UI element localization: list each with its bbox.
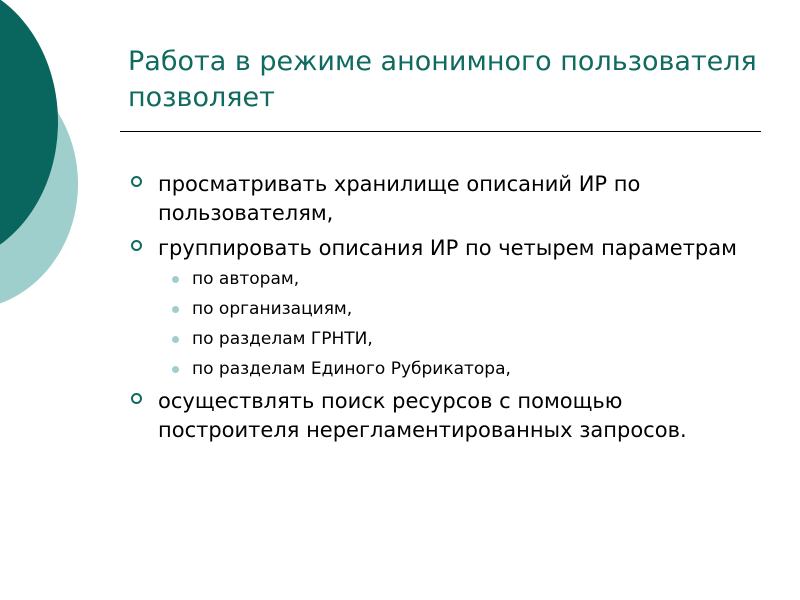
bullet-list (128, 170, 768, 445)
list-item (128, 170, 768, 228)
sub-list-item (158, 267, 768, 291)
dot-bullet-icon (172, 366, 179, 373)
list-item-text: осуществлять поиск ресурсов с помощью построителя нерегламентированных запросов. (158, 389, 687, 442)
list-item (128, 234, 768, 381)
slide-content (128, 170, 768, 451)
sub-list-item (158, 327, 768, 351)
sub-list-item-text: по авторам, (192, 269, 300, 289)
sub-list-item (158, 297, 768, 321)
ring-bullet-icon (131, 393, 142, 404)
sub-list-item-text: по организациям, (192, 299, 353, 319)
dot-bullet-icon (172, 306, 179, 313)
slide-title: Работа в режиме анонимного пользователя позволяет (128, 46, 757, 113)
list-item-text: группировать описания ИР по четырем параметрам (158, 236, 737, 260)
title-divider (120, 131, 761, 132)
list-item (128, 387, 768, 445)
dot-bullet-icon (172, 336, 179, 343)
ring-bullet-icon (131, 176, 142, 187)
sub-bullet-list (158, 267, 768, 381)
sub-list-item-text: по разделам Единого Рубрикатора, (192, 359, 511, 379)
sub-list-item-text: по разделам ГРНТИ, (192, 329, 373, 349)
sub-list-item (158, 357, 768, 381)
dot-bullet-icon (172, 276, 179, 283)
list-item-text: просматривать хранилище описаний ИР по пользователям, (158, 172, 641, 225)
ring-bullet-icon (131, 240, 142, 251)
